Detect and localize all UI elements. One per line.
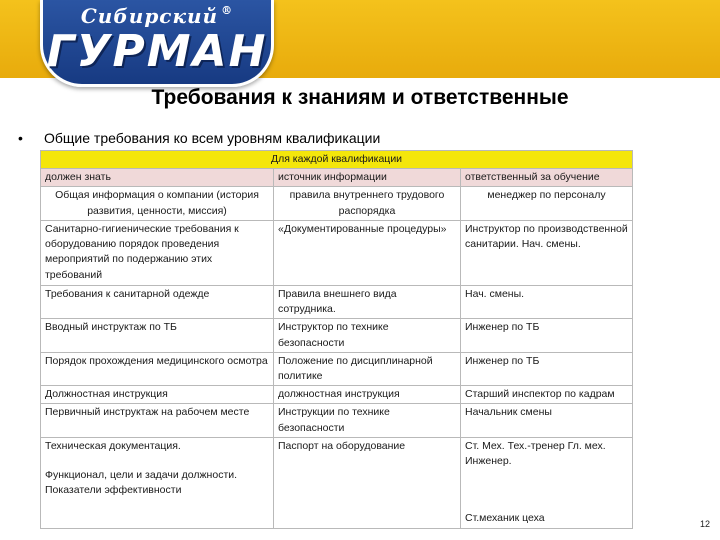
table-row: [41, 187, 633, 220]
table-cell: Инструктор по производственной санитарии. Нач. смены.: [461, 220, 633, 285]
page-number: 12: [699, 519, 710, 529]
table-cell: Санитарно-гигиенические требования к оборудованию порядок проведения мероприятий по подержанию этих требований: [41, 220, 274, 285]
table-cell: Инструктор по технике безопасности: [274, 319, 461, 352]
table-row: [41, 352, 633, 385]
table-row: [41, 220, 633, 285]
logo-top-text: Сибирский ®: [80, 4, 234, 28]
responsible-text: Ст. Мех. Тех.-тренер Гл. мех. Инженер.: [465, 439, 606, 468]
logo-main-text: ГУРМАН: [46, 26, 268, 77]
function-text: Функционал, цели и задачи должности. Показатели эффективности: [45, 469, 238, 497]
table-cell: Первичный инструктаж на рабочем месте: [41, 404, 274, 437]
brand-logo: [40, 0, 274, 87]
table-row: [41, 404, 633, 437]
table-cell: Паспорт на оборудование: [274, 437, 461, 528]
table-cell: «Документированные процедуры»: [274, 220, 461, 285]
bullet-text: Общие требования ко всем уровням квалификации: [44, 130, 381, 146]
table-cell: Общая информация о компании (история развития, ценности, миссия): [41, 187, 274, 220]
table-cell: правила внутреннего трудового распорядка: [274, 187, 461, 220]
table-cell: менеджер по персоналу: [461, 187, 633, 220]
table-cell: [41, 437, 274, 528]
table-row: [41, 319, 633, 352]
header-cell: ответственный за обучение: [461, 169, 633, 187]
header-cell: должен знать: [41, 169, 274, 187]
table-cell: Нач. смены.: [461, 285, 633, 318]
table-cell: Должностная инструкция: [41, 386, 274, 404]
slide-title: Требования к знаниям и ответственные: [151, 86, 569, 109]
table-cell: Положение по дисциплинарной политике: [274, 352, 461, 385]
table-row: [41, 437, 633, 528]
table-cell: Инженер по ТБ: [461, 319, 633, 352]
table-cell: Инструкции по технике безопасности: [274, 404, 461, 437]
table-band-row: [41, 151, 633, 169]
table-cell: Вводный инструктаж по ТБ: [41, 319, 274, 352]
mechanic-text: Ст.механик цеха: [465, 512, 545, 525]
bullet-mark: •: [18, 130, 23, 146]
tech-docs-text: Техническая документация.: [45, 439, 181, 452]
table-cell: Старший инспектор по кадрам: [461, 386, 633, 404]
band-cell: Для каждой квалификации: [41, 151, 633, 169]
bullet-item: [18, 130, 380, 146]
table-cell: должностная инструкция: [274, 386, 461, 404]
table-row: [41, 285, 633, 318]
table-cell: [461, 437, 633, 528]
requirements-table: [40, 150, 633, 529]
table-cell: Требования к санитарной одежде: [41, 285, 274, 318]
table-row: [41, 386, 633, 404]
table-cell: Инженер по ТБ: [461, 352, 633, 385]
header-cell: источник информации: [274, 169, 461, 187]
table-cell: Порядок прохождения медицинского осмотра: [41, 352, 274, 385]
table-header-row: [41, 169, 633, 187]
table-cell: Правила внешнего вида сотрудника.: [274, 285, 461, 318]
table-cell: Начальник смены: [461, 404, 633, 437]
